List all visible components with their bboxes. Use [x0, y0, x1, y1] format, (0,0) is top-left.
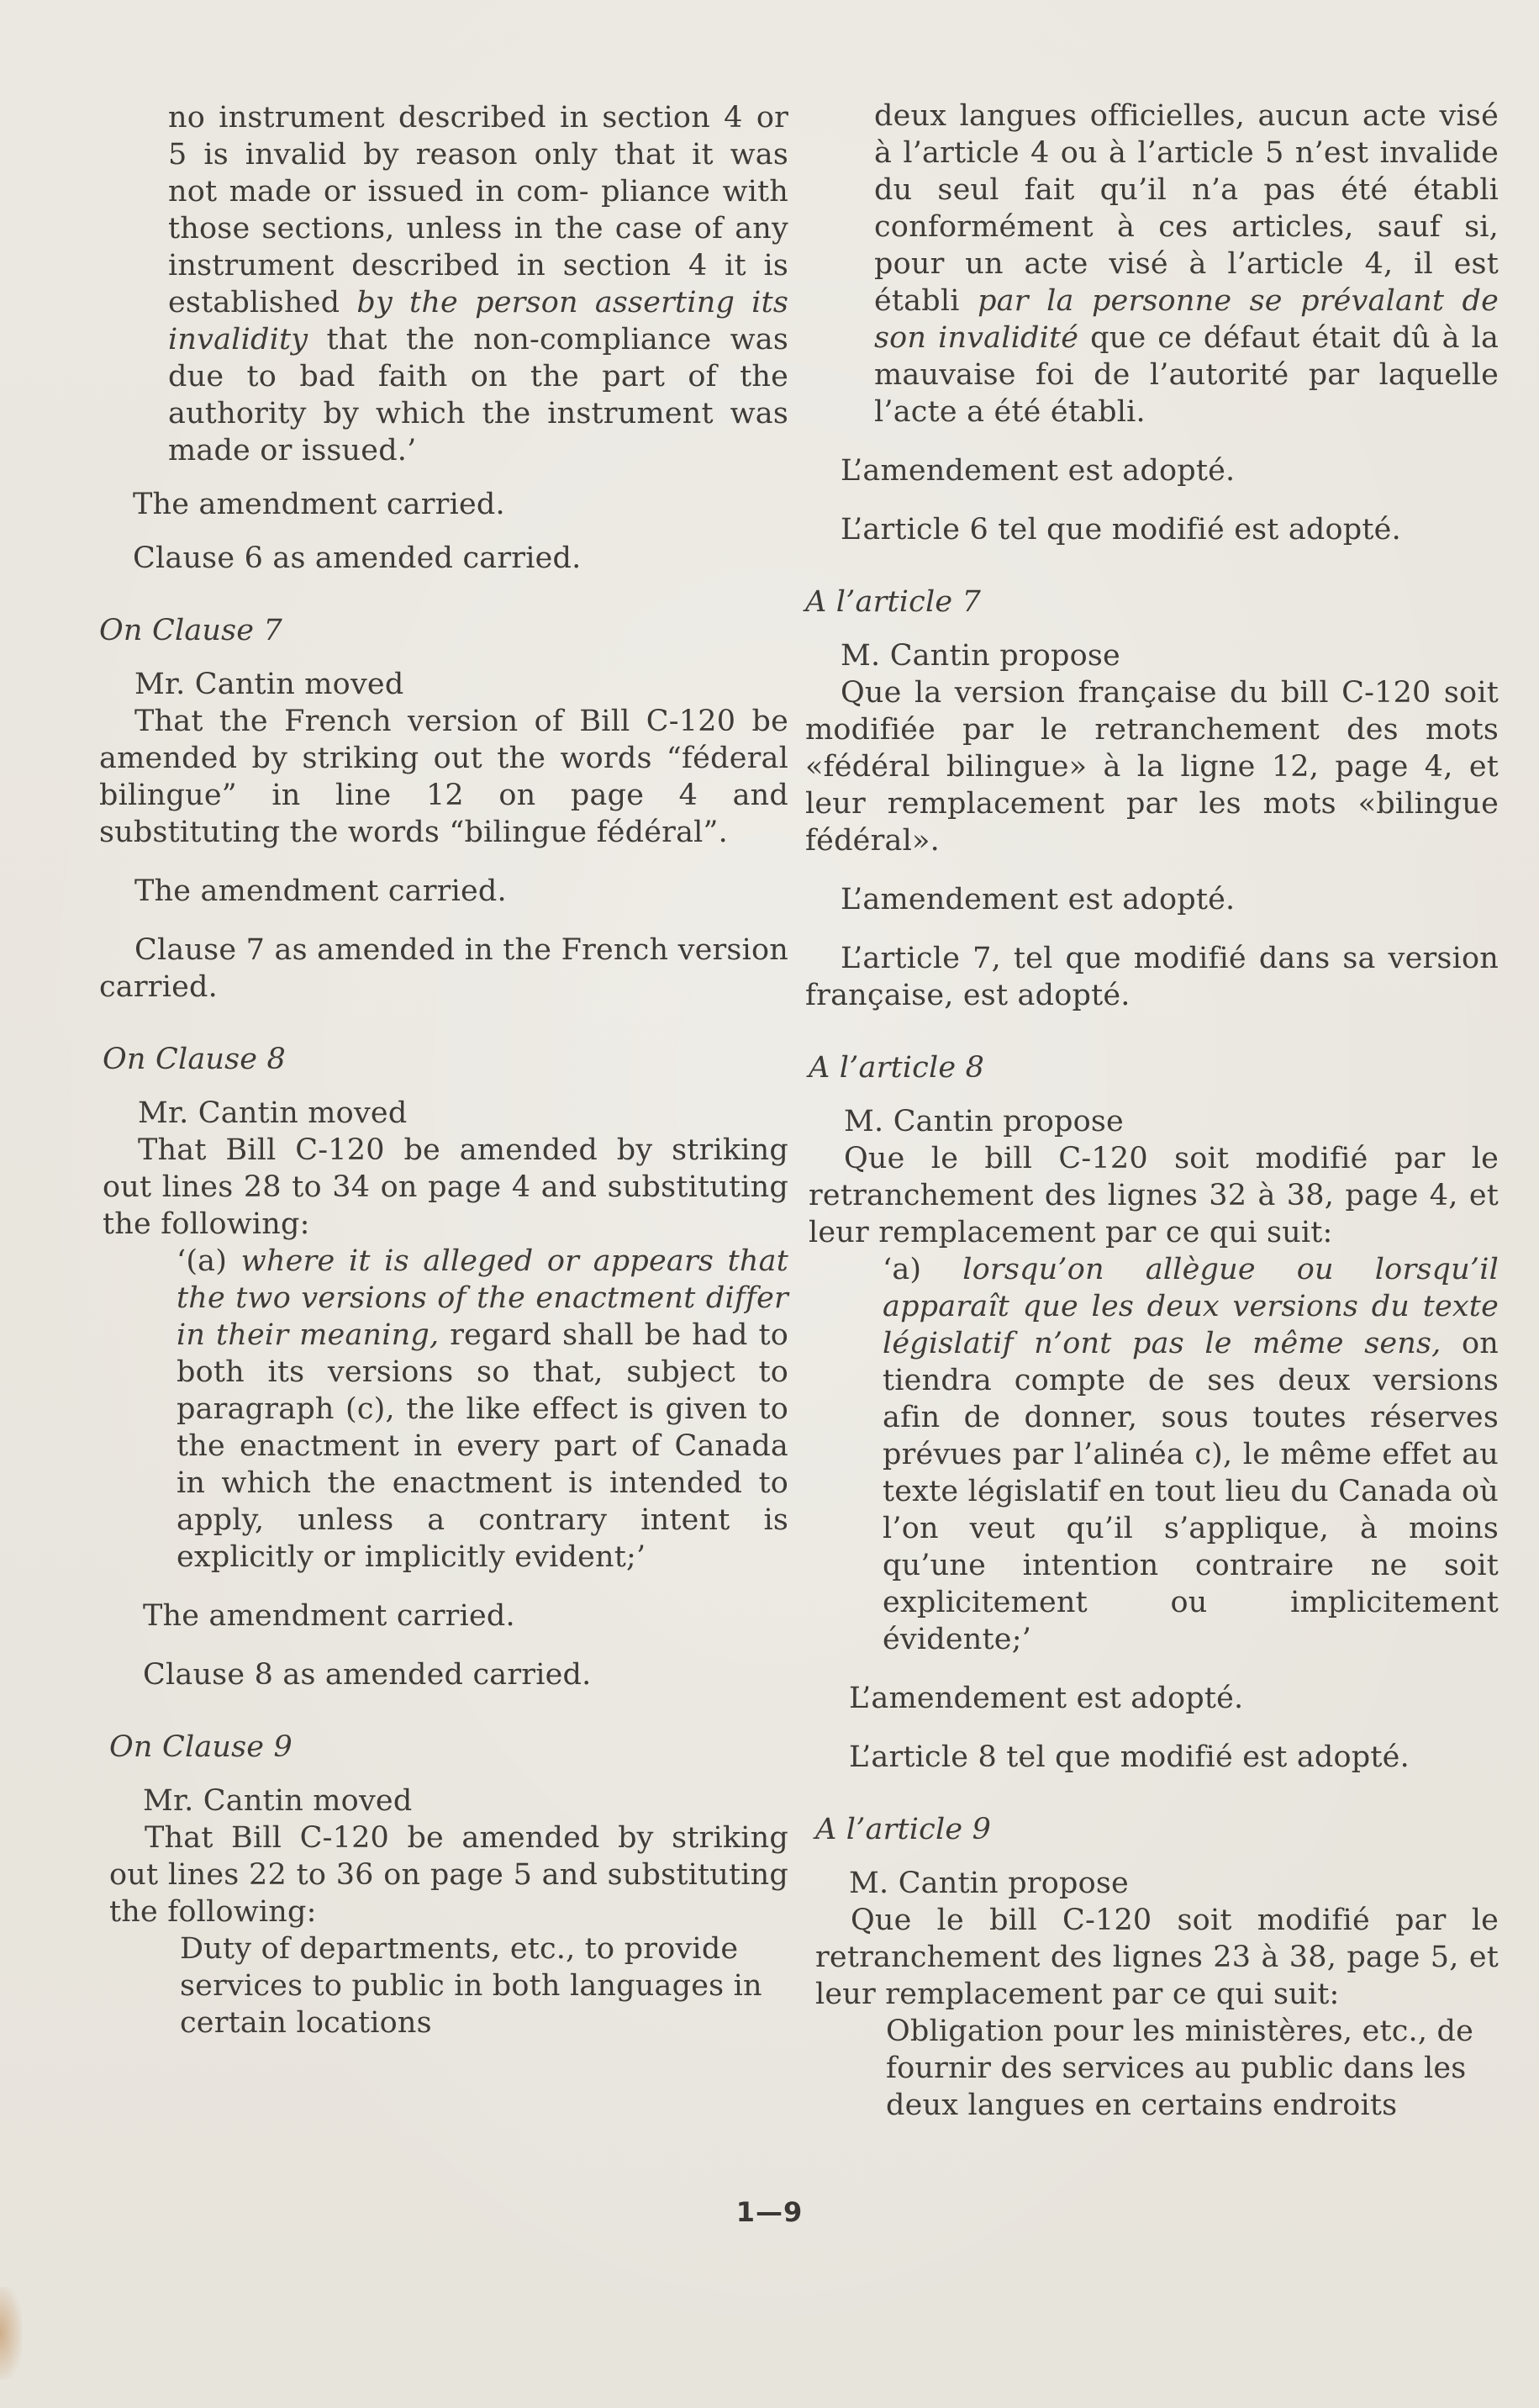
- continuation-end: that the non-compliance was due to bad faith on the part of the authority by which the instrument was made or issued.’: [168, 323, 788, 467]
- italic-phrase: by the person asserting its invalidity: [168, 286, 789, 356]
- clause-heading: A l’article 9: [815, 1813, 992, 1846]
- clause-result: [99, 932, 788, 1006]
- quote-open: ‘(a): [177, 1244, 228, 1278]
- continuation-line: no instrument described in section 4: [168, 101, 743, 135]
- italic-phrase: par la personne se prévalant de son invalidité: [874, 284, 1499, 355]
- continuation-line: it was not made or issued in com-: [168, 138, 788, 209]
- quote-rest: on tiendra compte de ses deux versions afin de donner, sous toutes réserves prévues par l’alinéa c), le même effet au texte législatif en tout lieu du Canada où l’on veut qu’il s’applique, à moins qu’une intention contraire ne soit explicitement ou implicitement évidente;’: [883, 1327, 1499, 1656]
- continuation-line: the case of any instrument described: [168, 212, 789, 283]
- quoted-section-title: Duty of departments, etc., to provide services to public in both languages in certain locations: [180, 1932, 762, 2040]
- clause-heading: On Clause 8: [103, 1043, 287, 1076]
- clause-result: Clause 6 as amended carried.: [133, 541, 582, 575]
- quote-italic: lorsqu’on allègue ou lorsqu’il apparaît que les deux versions du texte législatif n’ont pas le même sens,: [883, 1253, 1499, 1360]
- continuation-paragraph: [805, 98, 1499, 430]
- mover: Mr. Cantin moved: [134, 668, 404, 701]
- amendment-result: The amendment carried.: [134, 874, 507, 908]
- motion-text: [99, 1132, 788, 1243]
- continuation-start: deux langues officielles, aucun acte visé à l’article 4 ou à l’article 5 n’est invalide du seul fait qu’il n’a pas été établi conformément à ces articles, sauf si, pour un acte visé à l’article 4, il est établi: [874, 99, 1499, 318]
- motion-text: [99, 1819, 788, 1930]
- motion-text-content: That Bill C-120 be amended by striking out lines 28 to 34 on page 4 and substituting the following:: [103, 1133, 788, 1241]
- clause-result-text: L’article 7, tel que modifié dans sa version française, est adopté.: [805, 942, 1499, 1012]
- quote-open: ‘a): [883, 1253, 922, 1286]
- clause-result: [805, 940, 1499, 1014]
- amendment-result: L’amendement est adopté.: [841, 883, 1236, 916]
- paper-stain: [0, 2287, 22, 2379]
- continuation-line: or 5 is invalid by reason only that: [168, 101, 789, 172]
- amendment-result: The amendment carried.: [143, 1599, 515, 1633]
- motion-text-content: Que la version française du bill C-120 soit modifiée par le retranchement des mots «fédéral bilingue» à la ligne 12, page 4, et leur remplacement par les mots «bilingue fédéral».: [805, 676, 1499, 858]
- motion-text-content: That Bill C-120 be amended by striking out lines 22 to 36 on page 5 and substituting the following:: [109, 1821, 788, 1929]
- clause-heading: On Clause 9: [109, 1730, 293, 1764]
- motion-text: [805, 1902, 1499, 2013]
- continuation-line: in section 4 it is established: [168, 249, 789, 319]
- mover: Mr. Cantin moved: [143, 1784, 413, 1818]
- continuation-end: que ce défaut était dû à la mauvaise foi de l’autorité par laquelle l’acte a été établi.: [874, 321, 1499, 429]
- quote-rest: regard shall be had to both its versions so that, subject to paragraph (c), the like effect is given to the enactment in every part of Canada in which the enactment is intended to apply, unless a contrary intent is explicitly or implicitly evident;’: [177, 1318, 789, 1574]
- clause-heading: On Clause 7: [99, 614, 283, 647]
- continuation-paragraph: [99, 99, 788, 469]
- quote-italic: where it is alleged or appears that the two versions of the enactment differ in their meaning,: [177, 1244, 788, 1352]
- amendment-result: The amendment carried.: [133, 488, 505, 521]
- clause-result: L’article 8 tel que modifié est adopté.: [849, 1740, 1410, 1774]
- clause-heading: A l’article 8: [809, 1051, 985, 1085]
- mover: M. Cantin propose: [844, 1105, 1124, 1138]
- mover: M. Cantin propose: [849, 1867, 1129, 1900]
- amendment-result: L’amendement est adopté.: [841, 454, 1236, 488]
- clause-result: L’article 6 tel que modifié est adopté.: [841, 513, 1401, 547]
- mover: M. Cantin propose: [841, 639, 1120, 673]
- french-column: [805, 98, 1499, 2124]
- motion-text: [99, 703, 788, 851]
- mover: Mr. Cantin moved: [138, 1096, 408, 1130]
- continuation-line: pliance with those sections, unless in: [168, 175, 788, 246]
- amendment-result: L’amendement est adopté.: [849, 1682, 1244, 1715]
- motion-text-content: Que le bill C-120 soit modifié par le retranchement des lignes 23 à 38, page 5, et leur remplacement par ce qui suit:: [815, 1904, 1499, 2011]
- quoted-section-title: Obligation pour les ministères, etc., de fournir des services au public dans les deux langues en certains endroits: [886, 2015, 1474, 2122]
- motion-text: [805, 674, 1499, 859]
- quoted-amendment: [805, 1251, 1499, 1658]
- quoted-amendment: [99, 1243, 788, 1576]
- motion-text-content: That the French version of Bill C-120 be amended by striking out the words “féderal bilingue” in line 12 on page 4 and substituting the words “bilingue fédéral”.: [99, 705, 788, 849]
- motion-text: [805, 1140, 1499, 1251]
- clause-heading: A l’article 7: [805, 585, 982, 619]
- clause-result-text: Clause 7 as amended in the French version carried.: [99, 933, 788, 1004]
- motion-text-content: Que le bill C-120 soit modifié par le retranchement des lignes 32 à 38, page 4, et leur remplacement par ce qui suit:: [809, 1142, 1499, 1249]
- clause-result: Clause 8 as amended carried.: [143, 1658, 592, 1692]
- english-column: [99, 99, 788, 2041]
- page-number: 1—9: [735, 2196, 804, 2228]
